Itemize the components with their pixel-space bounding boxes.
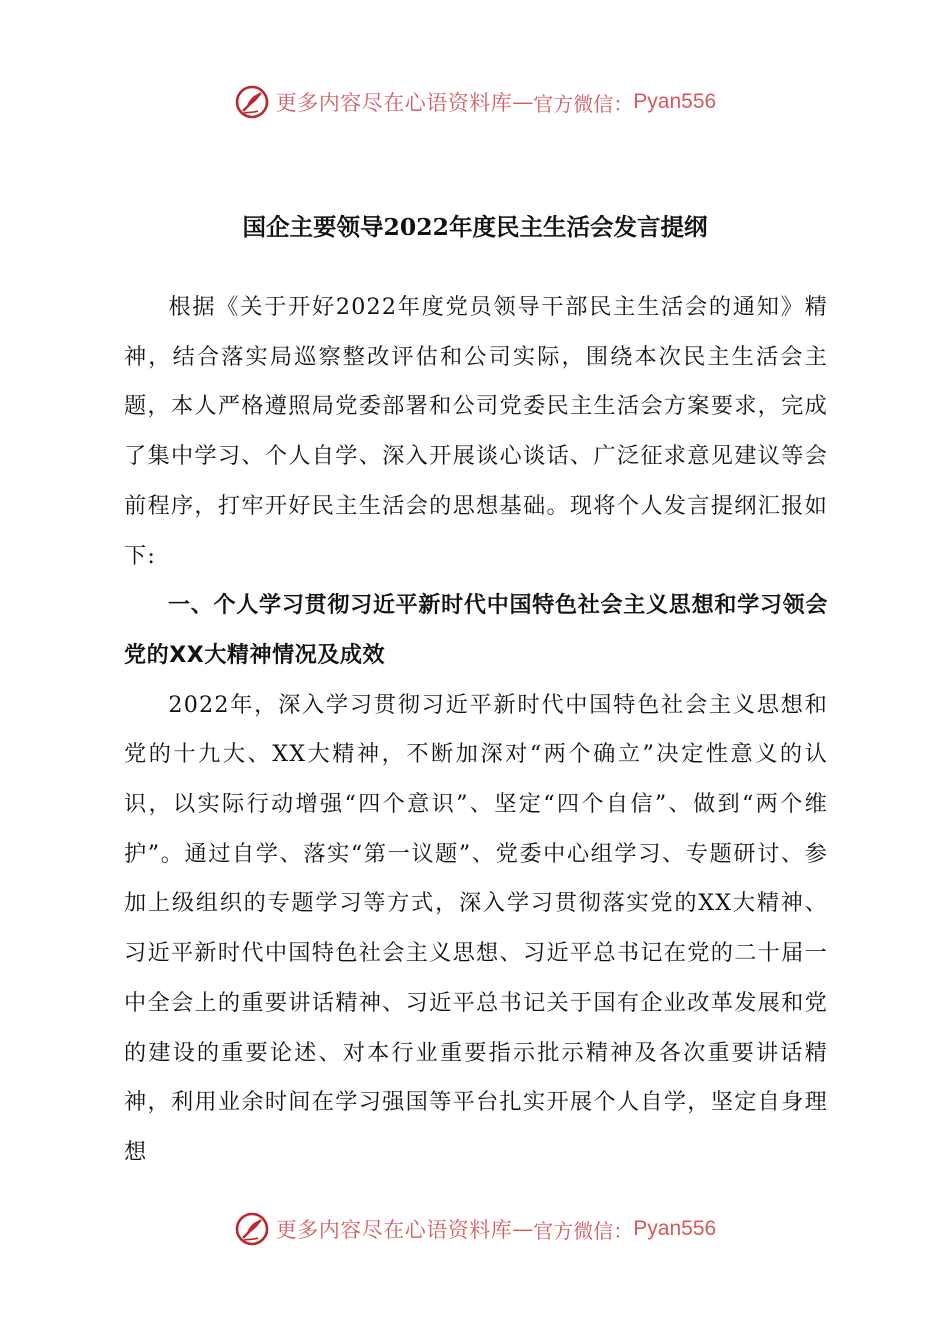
watermark-dash: — [512,90,534,114]
section-heading-1: 一、个人学习贯彻习近平新时代中国特色社会主义思想和学习领会党的XX大精神情况及成效 [124,593,828,668]
watermark-wechat-label: 官方微信： [533,91,634,116]
watermark-dash: — [512,1217,534,1241]
watermark-wechat-id: Pyan556 [633,1217,717,1240]
document-body [124,283,828,1178]
watermark-wechat-id: Pyan556 [633,90,717,113]
watermark-wechat-label: 官方微信： [533,1218,634,1243]
watermark-banner-bottom [0,1207,950,1251]
watermark-text: 更多内容尽在心语资料库 [275,1218,513,1242]
watermark-text: 更多内容尽在心语资料库 [275,91,513,115]
watermark-banner-top [0,80,950,124]
intro-paragraph: 根据《关于开好2022年度党员领导干部民主生活会的通知》精神，结合落实局巡察整改评估和公司实际，围绕本次民主生活会主题，本人严格遵照局党委部署和公司党委民主生活会方案要求，完成了集中学习、个人自学、深入开展谈心谈话、广泛征求意见建议等会前程序，打牢开好民主生活会的思想基础。现将个人发言提纲汇报如下: [124,294,828,569]
quill-logo-icon [234,84,270,120]
section-1-paragraph: 2022年，深入学习贯彻习近平新时代中国特色社会主义思想和党的十九大、XX大精神，不断加深对“两个确立”决定性意义的认识，以实际行动增强“四个意识”、坚定“四个自信”、做到“两个维护”。通过自学、落实“第一议题”、党委中心组学习、专题研讨、参加上级组织的专题学习等方式，深入学习贯彻落实党的XX大精神、习近平新时代中国特色社会主义思想、习近平总书记在党的二十届一中全会上的重要讲话精神、习近平总书记关于国有企业改革发展和党的建设的重要论述、对本行业重要指示批示精神及各次重要讲话精神，利用业余时间在学习强国等平台扎实开展个人自学，坚定自身理想 [124,691,828,1165]
document-title: 国企主要领导2022年度民主生活会发言提纲 [242,213,708,241]
quill-logo-icon [234,1211,270,1247]
